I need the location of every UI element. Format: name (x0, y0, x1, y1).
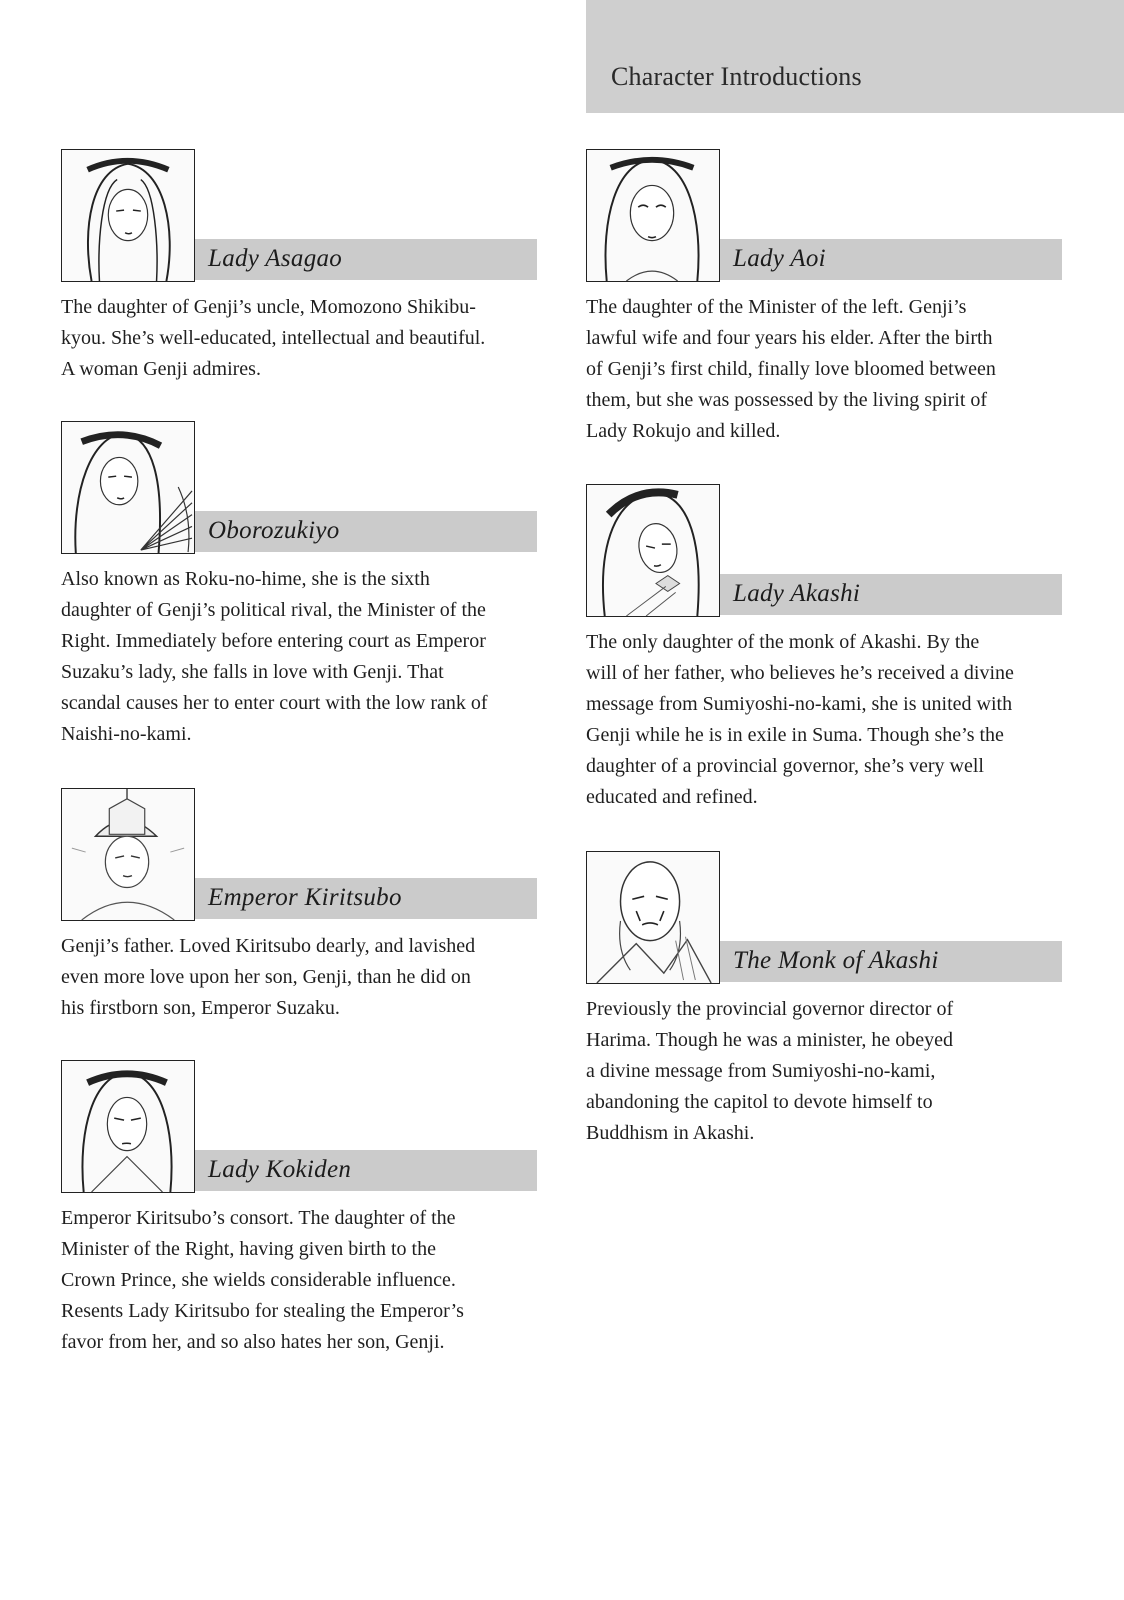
portrait-monk-of-akashi-icon (586, 851, 720, 984)
name-bar (720, 941, 1062, 982)
portrait-lady-asagao-icon (61, 149, 195, 282)
name-bar (195, 239, 537, 280)
name-bar (195, 878, 537, 919)
character-entry-monk-of-akashi (586, 851, 1062, 1149)
character-name: Emperor Kiritsubo (208, 884, 402, 911)
character-description: The only daughter of the monk of Akashi. By the will of her father, who believes he’s received a divine message from Sumiyoshi-no-kami, she is united with Genji while he is in exile in Suma. Though she’s the daughter of a provincial governor, she’s very well educated and refined. (586, 631, 1014, 808)
character-entry-lady-kokiden (61, 1060, 537, 1358)
portrait-oborozukiyo-icon (61, 421, 195, 554)
character-name: Lady Aoi (733, 245, 826, 272)
portrait-lady-aoi-icon (586, 149, 720, 282)
page-title: Character Introductions (611, 62, 862, 91)
character-name: Oborozukiyo (208, 517, 340, 544)
character-name: The Monk of Akashi (733, 947, 939, 974)
portrait-lady-akashi-icon (586, 484, 720, 617)
character-entry-oborozukiyo (61, 421, 537, 750)
portrait-lady-kokiden-icon (61, 1060, 195, 1193)
character-description: The daughter of the Minister of the left. Genji’s lawful wife and four years his elder. After the birth of Genji’s first child, finally love bloomed between them, but she was possessed by the living spirit of Lady Rokujo and killed. (586, 296, 996, 442)
name-bar (720, 239, 1062, 280)
character-description: The daughter of Genji’s uncle, Momozono Shikibu- kyou. She’s well-educated, intellectual and beautiful. A woman Genji admires. (61, 296, 486, 380)
character-entry-emperor-kiritsubo (61, 788, 537, 1024)
name-bar (195, 1150, 537, 1191)
portrait-emperor-kiritsubo-icon (61, 788, 195, 921)
character-description: Emperor Kiritsubo’s consort. The daughter of the Minister of the Right, having given birth to the Crown Prince, she wields considerable influence. Resents Lady Kiritsubo for stealing the Emperor’s favor from her, and so also hates her son, Genji. (61, 1207, 464, 1353)
character-entry-lady-akashi (586, 484, 1062, 813)
character-description: Genji’s father. Loved Kiritsubo dearly, and lavished even more love upon her son, Genji, than he did on his firstborn son, Emperor Suzaku. (61, 935, 476, 1019)
character-description: Previously the provincial governor director of Harima. Though he was a minister, he obeyed a divine message from Sumiyoshi-no-kami, abandoning the capitol to devote himself to Buddhism in Akashi. (586, 998, 954, 1144)
character-name: Lady Akashi (733, 580, 861, 607)
character-name: Lady Asagao (208, 245, 343, 272)
character-description: Also known as Roku-no-hime, she is the sixth daughter of Genji’s political rival, the Minister of the Right. Immediately before entering court as Emperor Suzaku’s lady, she falls in love with Genji. That scandal causes her to enter court with the low rank of Naishi-no-kami. (61, 568, 488, 745)
header-box (586, 0, 1124, 113)
name-bar (195, 511, 537, 552)
character-entry-lady-asagao (61, 149, 537, 385)
character-entry-lady-aoi (586, 149, 1062, 447)
name-bar (720, 574, 1062, 615)
character-name: Lady Kokiden (208, 1156, 352, 1183)
